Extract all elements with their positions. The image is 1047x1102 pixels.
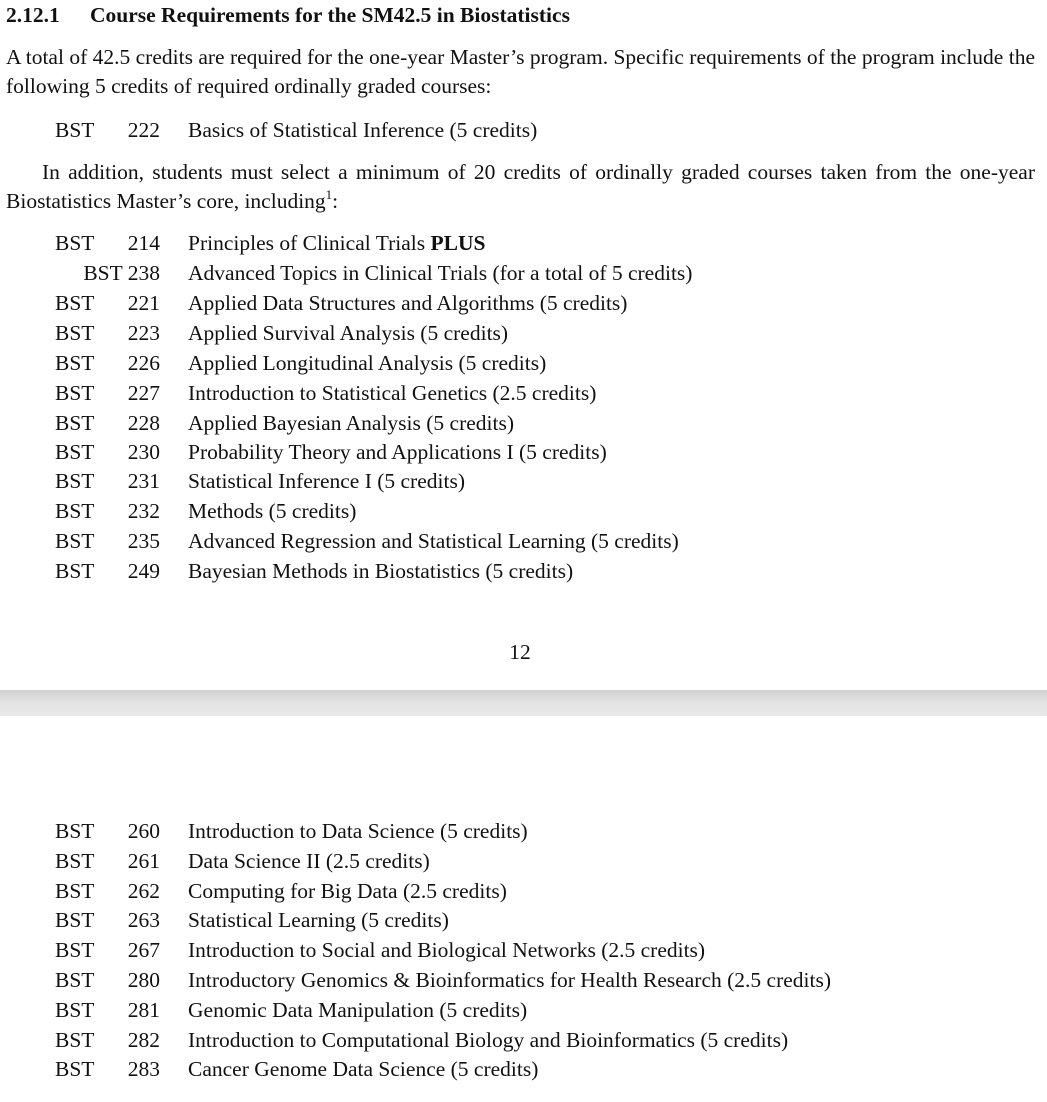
course-title: Data Science II (2.5 credits) bbox=[188, 849, 430, 873]
course-dept: BST bbox=[55, 499, 95, 523]
intro-paragraph: A total of 42.5 credits are required for the one-year Master’s program. Specific requirements of the program include the following 5 credits of required ordinally graded courses: bbox=[6, 45, 1035, 98]
course-title: Statistical Inference I (5 credits) bbox=[188, 469, 465, 493]
course-title: Introduction to Social and Biological Networks (2.5 credits) bbox=[188, 938, 706, 962]
course-dept: BST bbox=[55, 998, 95, 1022]
course-title: Bayesian Methods in Biostatistics (5 credits) bbox=[188, 559, 574, 583]
page-separator bbox=[0, 690, 1047, 716]
course-code: 267 bbox=[127, 938, 160, 962]
course-code: 227 bbox=[127, 381, 160, 405]
course-code: 226 bbox=[127, 351, 160, 375]
course-code: 222 bbox=[127, 118, 160, 142]
course-dept: BST bbox=[55, 291, 95, 315]
course-code: 283 bbox=[127, 1057, 160, 1081]
course-title: Introduction to Computational Biology and Bioinformatics (5 credits) bbox=[188, 1028, 789, 1052]
course-dept: BST bbox=[55, 231, 95, 255]
course-title-text: Principles of Clinical Trials bbox=[188, 231, 431, 255]
course-code: 235 bbox=[127, 529, 160, 553]
course-title: Probability Theory and Applications I (5 credits) bbox=[188, 440, 607, 464]
course-code: 221 bbox=[127, 291, 160, 315]
course-dept: BST bbox=[55, 351, 95, 375]
course-code: 282 bbox=[127, 1028, 160, 1052]
course-code: 281 bbox=[127, 998, 160, 1022]
course-title: Statistical Learning (5 credits) bbox=[188, 908, 449, 932]
course-dept: BST bbox=[55, 1057, 95, 1081]
course-title: Advanced Regression and Statistical Learning (5 credits) bbox=[188, 529, 679, 553]
footnote-marker[interactable]: 1 bbox=[325, 187, 333, 202]
course-title: Advanced Topics in Clinical Trials (for a total of 5 credits) bbox=[188, 261, 693, 285]
course-title: Methods (5 credits) bbox=[188, 499, 357, 523]
course-code: 260 bbox=[127, 819, 160, 843]
course-dept: BST bbox=[55, 849, 95, 873]
course-title: Applied Longitudinal Analysis (5 credits) bbox=[188, 351, 547, 375]
course-code: 263 bbox=[127, 908, 160, 932]
course-title: Genomic Data Manipulation (5 credits) bbox=[188, 998, 528, 1022]
course-code: 262 bbox=[127, 879, 160, 903]
course-dept: BST bbox=[55, 529, 95, 553]
course-combined-code: BST 238 bbox=[83, 261, 160, 285]
course-code: 249 bbox=[127, 559, 160, 583]
page-number: 12 bbox=[509, 640, 531, 664]
course-dept: BST bbox=[55, 469, 95, 493]
section-number: 2.12.1 bbox=[6, 3, 60, 27]
course-title: Applied Data Structures and Algorithms (5 credits) bbox=[188, 291, 628, 315]
course-title bbox=[188, 228, 485, 258]
course-title: Applied Survival Analysis (5 credits) bbox=[188, 321, 509, 345]
additional-text: In addition, students must select a minimum of 20 credits of ordinally graded courses taken from the one-year Biostatistics Master’s core, including bbox=[6, 160, 1035, 213]
section-heading bbox=[6, 1, 570, 29]
course-title: Introduction to Data Science (5 credits) bbox=[188, 819, 528, 843]
section-title: Course Requirements for the SM42.5 in Biostatistics bbox=[90, 3, 570, 27]
course-code: 232 bbox=[127, 499, 160, 523]
course-code: 231 bbox=[127, 469, 160, 493]
course-dept: BST bbox=[55, 1028, 95, 1052]
course-title: Introductory Genomics & Bioinformatics for Health Research (2.5 credits) bbox=[188, 968, 832, 992]
additional-paragraph bbox=[6, 158, 1035, 216]
course-title: Introduction to Statistical Genetics (2.5 credits) bbox=[188, 381, 597, 405]
course-code: 261 bbox=[127, 849, 160, 873]
course-code: 230 bbox=[127, 440, 160, 464]
additional-trailing: : bbox=[332, 189, 339, 213]
course-dept: BST bbox=[55, 321, 95, 345]
course-title: Applied Bayesian Analysis (5 credits) bbox=[188, 411, 515, 435]
course-dept: BST bbox=[55, 411, 95, 435]
course-code: 214 bbox=[127, 231, 160, 255]
course-dept: BST bbox=[55, 879, 95, 903]
plus-emphasis: PLUS bbox=[430, 231, 486, 255]
course-dept: BST bbox=[55, 908, 95, 932]
course-dept: BST bbox=[55, 381, 95, 405]
course-code: 228 bbox=[127, 411, 160, 435]
course-dept: BST bbox=[55, 819, 95, 843]
course-dept: BST bbox=[55, 440, 95, 464]
course-dept: BST bbox=[55, 559, 95, 583]
course-dept: BST bbox=[55, 118, 95, 142]
course-title: Cancer Genome Data Science (5 credits) bbox=[188, 1057, 539, 1081]
course-code: 280 bbox=[127, 968, 160, 992]
course-dept: BST bbox=[55, 968, 95, 992]
course-dept: BST bbox=[55, 938, 95, 962]
document-page-13 bbox=[0, 716, 1047, 1102]
course-title: Basics of Statistical Inference (5 credits) bbox=[188, 118, 538, 142]
course-title: Computing for Big Data (2.5 credits) bbox=[188, 879, 507, 903]
course-code: 223 bbox=[127, 321, 160, 345]
